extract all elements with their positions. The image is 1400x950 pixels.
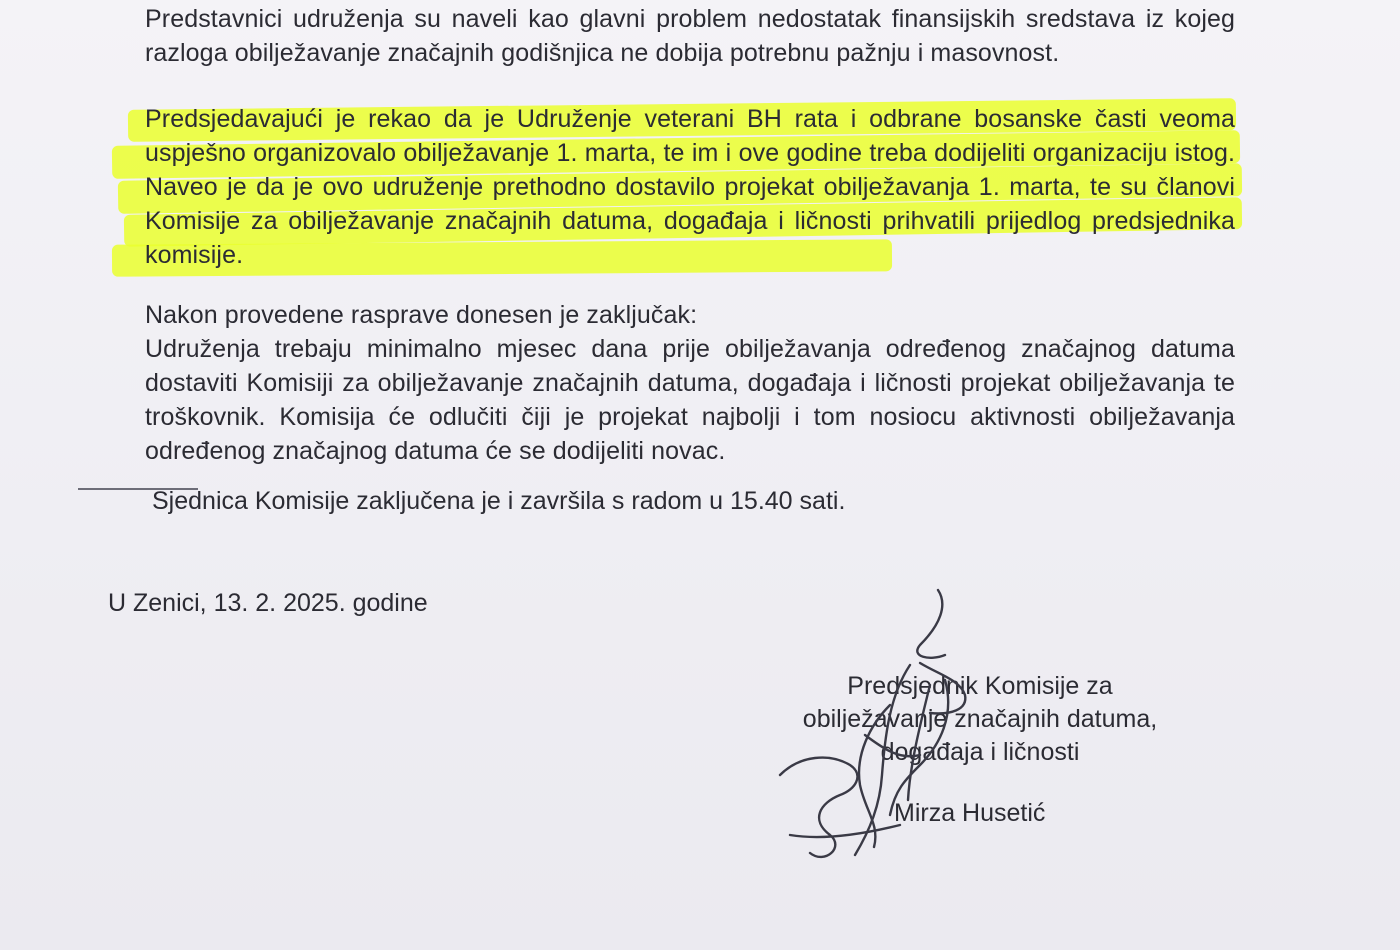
paragraph-chairman-statement: Predsjedavajući je rekao da je Udruženje veterani BH rata i odbrane bosanske časti veoma uspješno organizovalo obilježavanje 1. marta, te im i ove godine treba dodijeliti organizaciju istog. Naveo je da je ovo udruženje prethodno dostavilo projekat obilježavanja 1. marta, te su članovi Komisije za obilježavanje značajnih datuma, događaja i ličnosti prihvatili prijedlog predsjednika komisije. [145, 105, 1235, 269]
signatory-title-line-1: Predsjednik Komisije za [847, 672, 1113, 700]
signatory-title-line-3: događaja i ličnosti [880, 738, 1080, 766]
signatory-name: Mirza Husetić [894, 799, 1046, 827]
paragraph-funding-problem: Predstavnici udruženja su naveli kao glavni problem nedostatak finansijskih sredstava iz kojeg razloga obilježavanje značajnih godišnjica ne dobija potrebnu pažnju i masovnost. [145, 5, 1235, 67]
conclusion-heading: Nakon provedene rasprave donesen je zaključak: [145, 301, 698, 329]
conclusion-text: Udruženja trebaju minimalno mjesec dana prije obilježavanja određenog značajnog datuma dostaviti Komisiji za obilježavanje značajnih datuma, događaja i ličnosti projekat obilježavanja te troškovnik. Komisija će odlučiti čiji je projekat najbolji i tom nosiocu aktivnosti obilježavanja određenog značajnog datuma će se dodijeliti novac. [145, 335, 1235, 465]
conclusion-section [145, 298, 1235, 468]
place-and-date: U Zenici, 13. 2. 2025. godine [108, 589, 428, 617]
handwritten-signature-icon [770, 585, 1000, 885]
signatory-title-line-2: obilježavanje značajnih datuma, [802, 705, 1158, 733]
session-closing-text: Sjednica Komisije zaključena je i završila s radom u 15.40 sati. [152, 487, 846, 515]
